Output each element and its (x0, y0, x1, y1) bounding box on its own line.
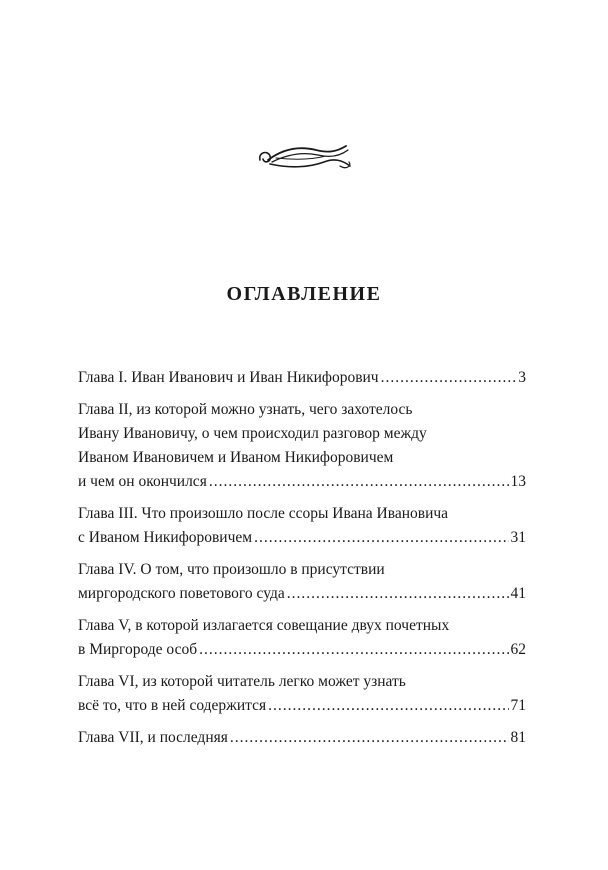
toc-page-number: 62 (510, 641, 526, 658)
toc-entry-title: Глава VII, и последняя (78, 729, 228, 746)
table-of-contents (78, 366, 526, 758)
toc-entry-title: с Иваном Никифоровичем (78, 529, 253, 546)
toc-entry[interactable] (78, 670, 526, 718)
dot-leader (199, 638, 508, 662)
toc-entry-line: Глава II, из которой можно узнать, чего захотелось (78, 401, 413, 418)
page-title: оглавление (226, 275, 382, 307)
toc-page-number: 71 (510, 697, 526, 714)
toc-entry-line: Глава VI, из которой читатель легко может узнать (78, 673, 406, 690)
toc-entry-title: всё то, что в ней содержится (78, 697, 267, 714)
toc-entry-line (78, 582, 526, 606)
toc-page-number: 41 (510, 585, 526, 602)
flourish-ornament-icon (254, 140, 354, 174)
toc-entry-line: Иваном Ивановичем и Иваном Никифоровичем (78, 449, 394, 466)
toc-entry[interactable] (78, 398, 526, 494)
toc-page-number: 31 (510, 529, 526, 546)
toc-entry[interactable] (78, 502, 526, 550)
toc-entry-line: Глава V, в которой излагается совещание двух почетных (78, 617, 450, 634)
toc-page-number: 81 (510, 729, 526, 746)
toc-entry-title: и чем он окончился (78, 473, 207, 490)
toc-entry-line: Глава IV. О том, что произошло в присутствии (78, 561, 385, 578)
toc-entry-title: Глава I. Иван Иванович и Иван Никифорович (78, 369, 379, 386)
dot-leader (254, 526, 508, 550)
toc-entry[interactable] (78, 558, 526, 606)
toc-entry-line (78, 638, 526, 662)
dot-leader (268, 694, 508, 718)
toc-entry[interactable] (78, 366, 526, 390)
dot-leader (230, 726, 509, 750)
toc-entry-line (78, 526, 526, 550)
dot-leader (209, 470, 509, 494)
toc-entry-line: Глава III. Что произошло после ссоры Ивана Ивановича (78, 505, 449, 522)
dot-leader (287, 582, 509, 606)
toc-page-number: 3 (518, 369, 526, 386)
toc-entry[interactable] (78, 726, 526, 750)
dot-leader (381, 366, 517, 390)
toc-entry-line (78, 470, 526, 494)
toc-entry-line (78, 726, 526, 750)
toc-entry-line (78, 366, 526, 390)
toc-page-number: 13 (510, 473, 526, 490)
toc-entry[interactable] (78, 614, 526, 662)
toc-entry-title: в Миргороде особ (78, 641, 198, 658)
toc-entry-title: миргородского поветового суда (78, 585, 285, 602)
toc-entry-line: Ивану Ивановичу, о чем происходил разговор между (78, 425, 427, 442)
toc-entry-line (78, 694, 526, 718)
